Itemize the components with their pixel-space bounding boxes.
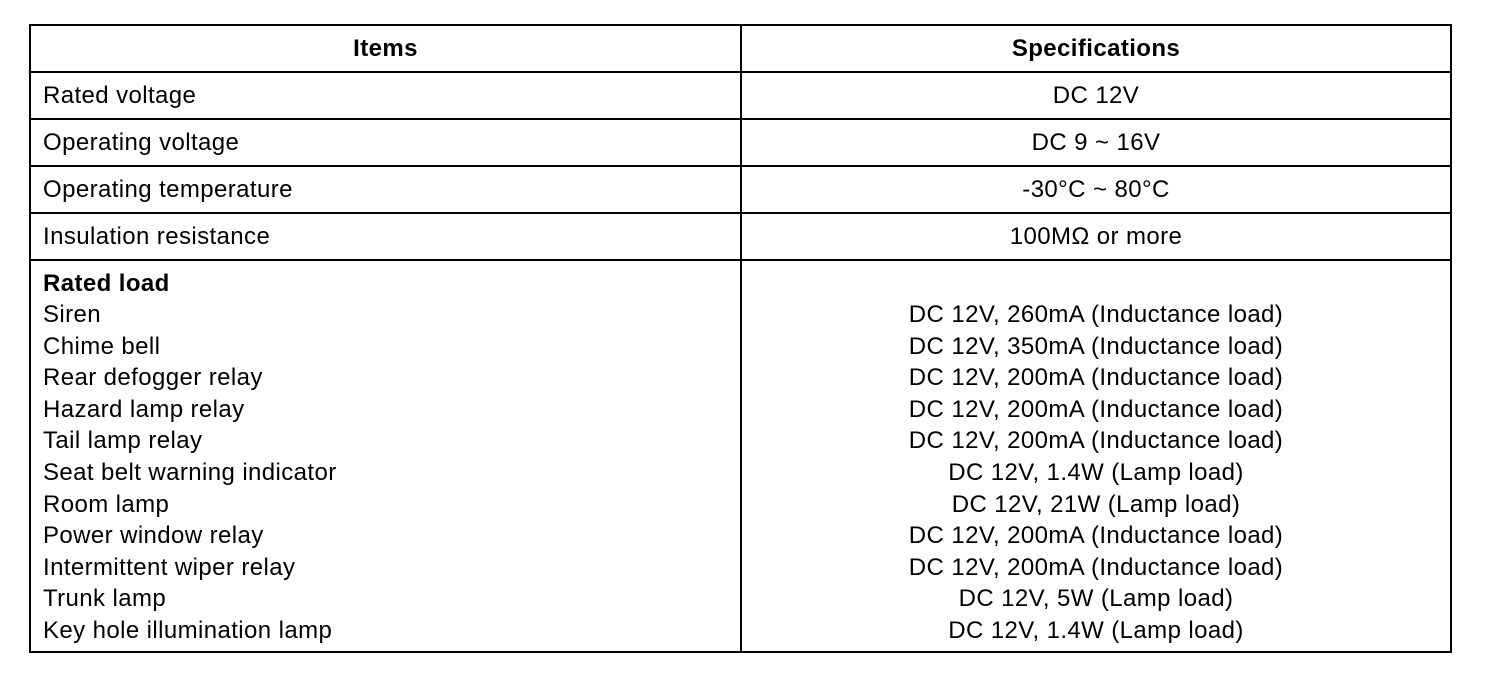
specifications-column-header: Specifications bbox=[741, 25, 1451, 72]
load-item: Tail lamp relay bbox=[43, 427, 203, 455]
load-spec: DC 12V, 21W (Lamp load) bbox=[951, 490, 1241, 518]
load-item: Trunk lamp bbox=[43, 585, 167, 613]
table-body bbox=[30, 72, 1451, 652]
load-item: Siren bbox=[43, 301, 102, 328]
item-cell: Operating voltage bbox=[30, 119, 741, 166]
rated-load-specs-cell bbox=[741, 260, 1451, 652]
spec-cell: DC 9 ~ 16V bbox=[741, 119, 1451, 166]
spec-cell: 100MΩ or more bbox=[741, 213, 1451, 260]
table-row bbox=[30, 119, 1451, 166]
rated-load-specs-list bbox=[742, 261, 1450, 647]
table-row bbox=[30, 72, 1451, 119]
load-item: Hazard lamp relay bbox=[43, 395, 245, 423]
rated-load-items-list bbox=[43, 261, 740, 647]
item-cell: Insulation resistance bbox=[30, 213, 741, 260]
load-spec: DC 12V, 350mA (Inductance load) bbox=[908, 332, 1284, 360]
header-row bbox=[30, 25, 1451, 72]
load-spec: DC 12V, 200mA (Inductance load) bbox=[908, 364, 1284, 392]
load-item: Chime bell bbox=[43, 332, 161, 360]
load-item: Intermittent wiper relay bbox=[43, 553, 296, 581]
load-item: Rear defogger relay bbox=[43, 364, 263, 392]
items-column-header: Items bbox=[30, 25, 741, 72]
rated-load-items-cell bbox=[30, 260, 741, 652]
load-spec: DC 12V, 200mA (Inductance load) bbox=[908, 522, 1284, 550]
item-cell: Operating temperature bbox=[30, 166, 741, 213]
rated-load-heading: Rated load bbox=[43, 270, 170, 297]
load-spec: DC 12V, 200mA (Inductance load) bbox=[908, 395, 1284, 423]
load-spec: DC 12V, 1.4W (Lamp load) bbox=[948, 616, 1244, 644]
load-spec: DC 12V, 200mA (Inductance load) bbox=[908, 427, 1284, 455]
spec-cell: DC 12V bbox=[741, 72, 1451, 119]
spec-cell: -30°C ~ 80°C bbox=[741, 166, 1451, 213]
specifications-table bbox=[29, 24, 1452, 653]
table-row bbox=[30, 213, 1451, 260]
load-item: Power window relay bbox=[43, 522, 264, 550]
load-spec: DC 12V, 200mA (Inductance load) bbox=[908, 553, 1284, 581]
load-spec: DC 12V, 260mA (Inductance load) bbox=[908, 301, 1284, 328]
load-spec: DC 12V, 1.4W (Lamp load) bbox=[948, 458, 1244, 486]
item-cell: Rated voltage bbox=[30, 72, 741, 119]
load-item: Room lamp bbox=[43, 490, 170, 518]
load-item: Key hole illumination lamp bbox=[43, 616, 333, 644]
rated-load-row bbox=[30, 260, 1451, 652]
heading-spacer bbox=[742, 269, 1450, 299]
load-item: Seat belt warning indicator bbox=[43, 458, 337, 486]
table-row bbox=[30, 166, 1451, 213]
load-spec: DC 12V, 5W (Lamp load) bbox=[958, 585, 1234, 613]
table-header bbox=[30, 25, 1451, 72]
